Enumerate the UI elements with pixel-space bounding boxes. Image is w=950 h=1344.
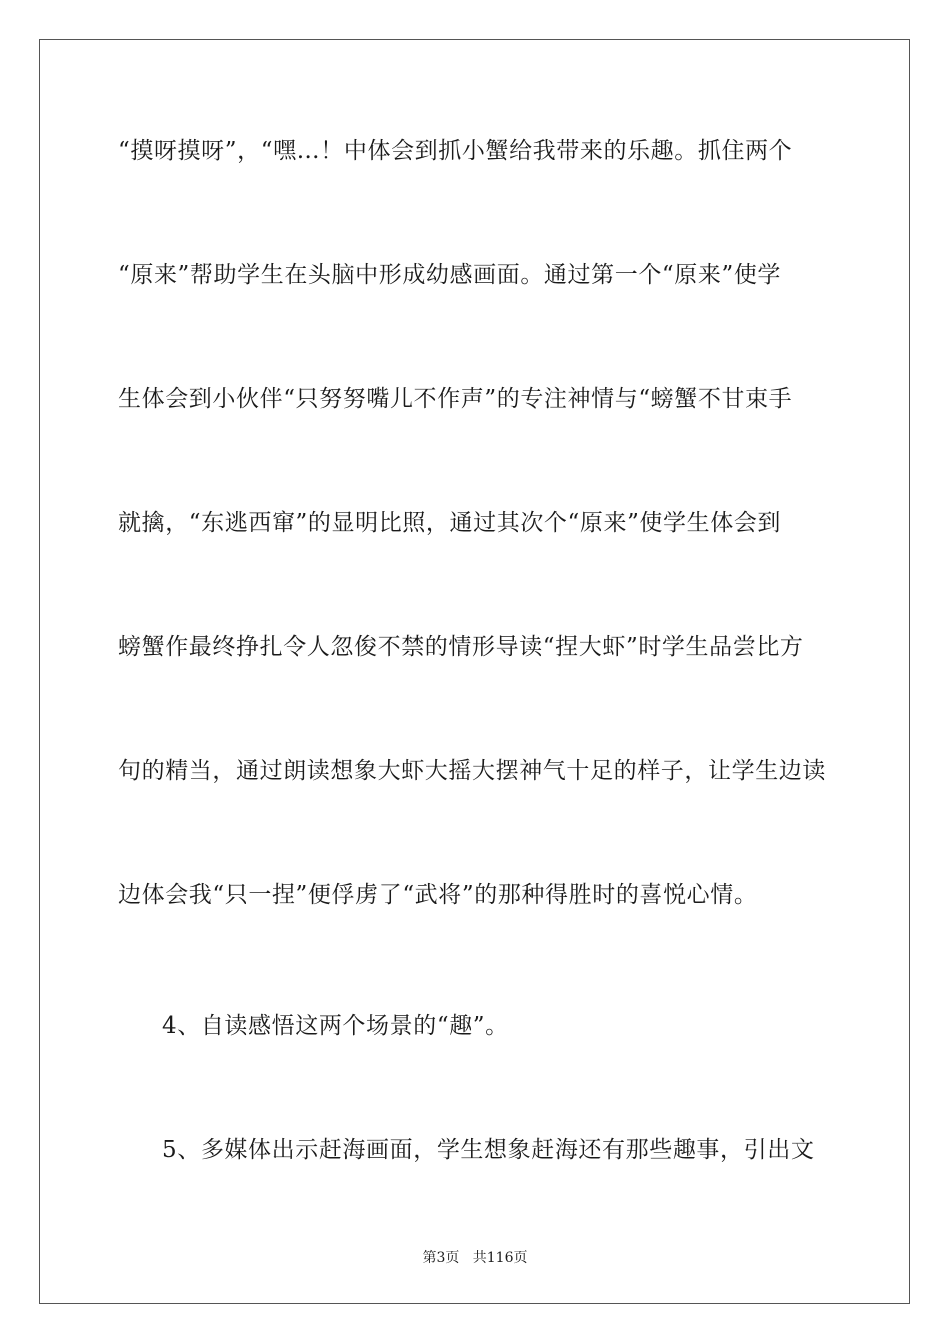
text-line-4: 就擒，“东逃西窜”的显明比照，通过其次个“原来”使学生体会到 bbox=[118, 510, 782, 536]
text-line-3: 生体会到小伙伴“只努努嘴儿不作声”的专注神情与“螃蟹不甘束手 bbox=[118, 386, 793, 412]
list-item-5: 5、多媒体出示赶海画面，学生想象赶海还有那些趣事，引出文 bbox=[162, 1137, 815, 1163]
list-item-4: 4、自读感悟这两个场景的“趣”。 bbox=[162, 1013, 509, 1039]
text-line-5: 螃蟹作最终挣扎令人忽俊不禁的情形导读“捏大虾”时学生品尝比方 bbox=[118, 634, 804, 660]
page-border bbox=[39, 39, 910, 1304]
text-line-1: “摸呀摸呀”，“嘿…！中体会到抓小蟹给我带来的乐趣。抓住两个 bbox=[118, 138, 793, 164]
text-line-6: 句的精当，通过朗读想象大虾大摇大摆神气十足的样子，让学生边读 bbox=[118, 758, 826, 784]
text-line-2: “原来”帮助学生在头脑中形成幼感画面。通过第一个“原来”使学 bbox=[118, 262, 782, 288]
text-line-7: 边体会我“只一捏”便俘虏了“武将”的那种得胜时的喜悦心情。 bbox=[118, 882, 758, 908]
page-number-footer: 第3页 共116页 bbox=[422, 1250, 528, 1266]
